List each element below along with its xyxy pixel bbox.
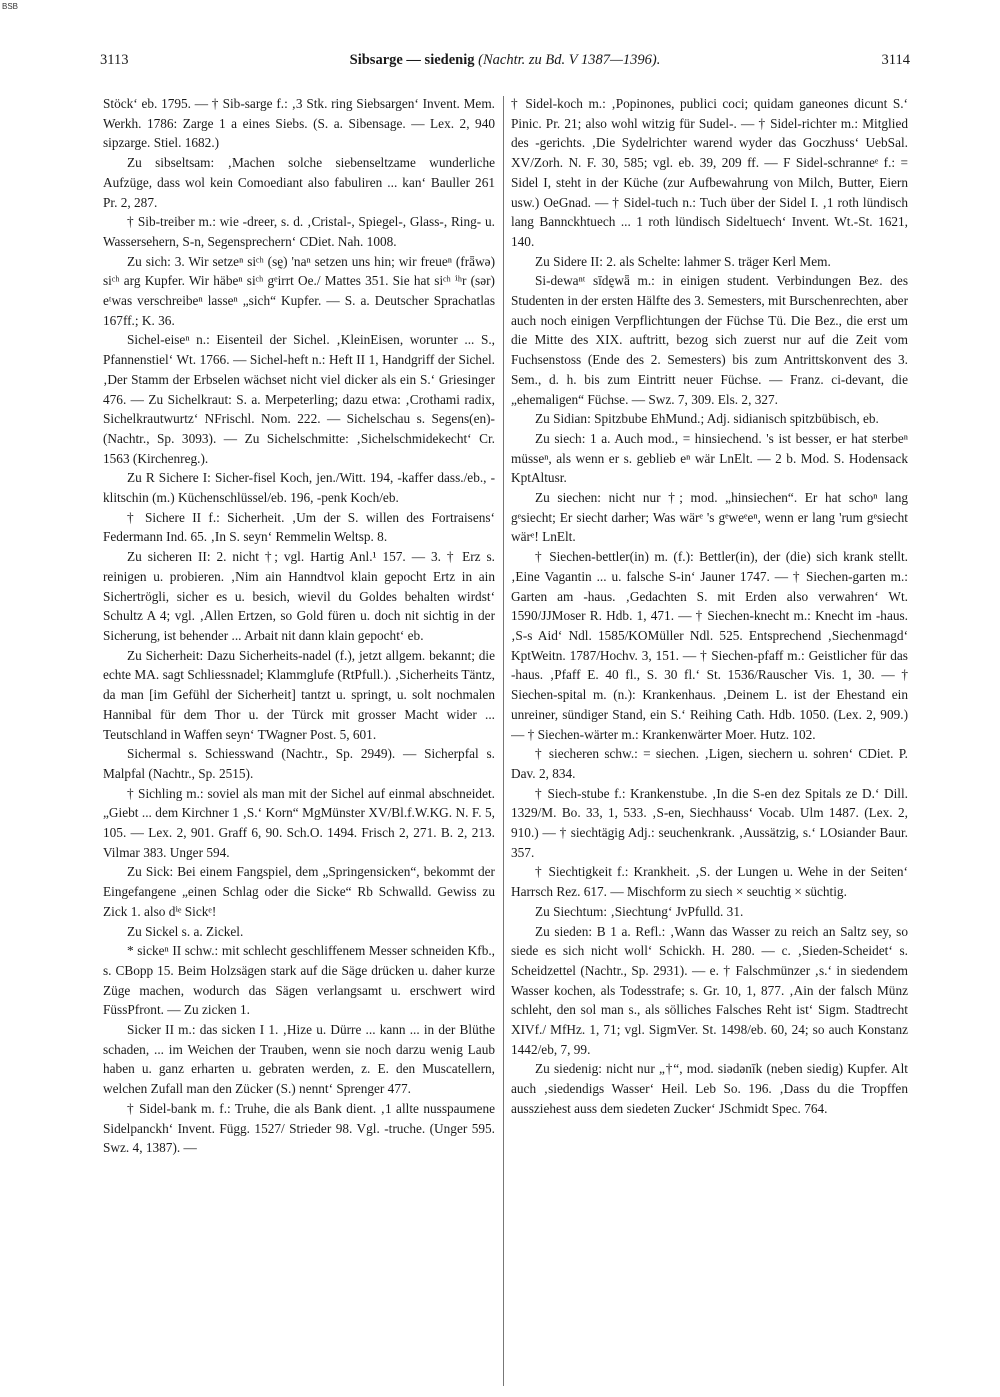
supplement-note: (Nachtr. zu Bd. V 1387—1396). bbox=[478, 52, 661, 68]
dictionary-entry: Sichermal s. Schiesswand (Nachtr., Sp. 2949). — Sicherpfal s. Malpfal (Nachtr., Sp. 2515). bbox=[103, 746, 495, 781]
dictionary-entry: Zu R Sichere I: Sicher-fisel Koch, jen./Witt. 194, -kaffer dass./eb., -klitschin (m.) Küchenschlüssel/eb. 196, -penk Koch/eb. bbox=[103, 470, 495, 506]
dictionary-entry: Zu Sidian: Spitzbube EhMund.; Adj. sidianisch spitzbübisch, eb. bbox=[535, 411, 879, 427]
dictionary-entry: Zu sieden: B 1 a. Refl.: ‚Wann das Wasser zu reich an Saltz sey, so siede es sich nicht woll‘ Schickh. H. 280. — c. ‚Sieden-Scheidet‘ s. Scheidzettel (Nachtr., Sp. 2931). — e. † Falschmünzer ‚s.‘ in siedendem Wasser kochen, als Todesstrafe; s. Gr. 10, 1, 877. ‚Ain der falsch Münz schleht, den sol man s., als sölliches Falsches Reht ist‘ Sigm. Stadtrecht XIVf./ MfHz. 1, 71; vgl. SigmVer. St. 1498/eb. 60, 24; so auch Konstanz 1442/eb, 7, 99. bbox=[511, 923, 908, 1057]
left-column-number: 3113 bbox=[100, 52, 129, 68]
dictionary-entry: Zu Sicherheit: Dazu Sicherheits-nadel (f.), jetzt allgem. bekannt; die echte MA. sagt Schliessnadel; Klammglufe (RtPfull.). ‚Sicherheits Täntz, da man [im Gefühl der Sicherheit] tantzt u. springt, u. solt nochmalen Hannibal für dem Thor u. der Türck mit grosser Macht wider ... Teutschland in Waffen seyn‘ TWagner Post. 5, 601. bbox=[103, 647, 495, 742]
dictionary-entry: † Sichere II f.: Sicherheit. ‚Um der S. willen des Fortraisens‘ Federmann Ind. 65. ‚In S. seyn‘ Remmelin Weltsp. 8. bbox=[103, 509, 495, 545]
dictionary-entry: † Siechtigkeit f.: Krankheit. ‚S. der Lungen u. Wehe in der Seiten‘ Harrsch Rez. 617. — Mischform zu siech × seuchtig × süchtig. bbox=[511, 864, 908, 900]
dictionary-entry: † Sidel-koch m.: ‚Popinones, publici coci; quidam ganeones dicunt S.‘ Pinic. Pr. 21; also wohl witzig für Sudel-. — † Sidel-richter m.: Mitglied des -gerichts. ‚Die Sydelrichter warend wyder das Goczhuss‘ UebSal. XV/Zorh. N. F. 30, 585; vgl. eb. 39, 209 ff. — F Sidel-schranneᵉ f.: = Sidel I, steht in der Küche (zur Aufbewahrung von Milch, Butter, Eiern usw.) OeGnad. — † Sidel-tuch n.: Tuch über der Sidel I. ‚1 roth lündisch lang Bannckhtuech ... 1 roth lündisch Sideltuech‘ Invent. Wt.-St. 1621, 140. bbox=[511, 96, 908, 249]
dictionary-entry: † Siechen-bettler(in) m. (f.): Bettler(in), der (die) sich krank stellt. ‚Eine Vagantin ... u. falsche S-in‘ Jauner 1747. — † Siechen-garten m.: Garten am -haus. ‚Gedachten S. mit Erden also verwahren‘ Wt. 1590/JJMoser R. Hdb. 1, 471. — † Siechen-knecht m.: Knecht im -haus. ‚S-s Aid‘ Ndl. 1585/KOMüller Ndl. 525. Entsprechend ‚Siechenmagd‘ KptWeitn. 1787/Hochv. 3, 151. — † Siechen-pfaff m.: Geistlicher für das -haus. ‚Pfaff E. 40 fl., S. 30 fl.‘ St. 1536/Rauscher Vis. 1, 30. — † Siechen-spital m. (n.): Krankenhaus. ‚Deinem L. ist der Ehestand ein unreiner, sündiger Stand, ein S.‘ Reihing Cath. Hdb. 1050. (Lex. 2, 909.) — † Siechen-wärter m.: Krankenwärter Moer. Hutz. 102. bbox=[511, 549, 908, 742]
right-column bbox=[511, 94, 908, 1390]
dictionary-entry: Stöck‘ eb. 1795. — † Sib-sarge f.: ‚3 Stk. ring Siebsargen‘ Invent. Mem. Werkh. 1786: Zarge 1 a eines Siebs. (S. a. Sibensage. — Lex. 2, 940 sipzarge. Stiel. 1682.) bbox=[103, 96, 495, 151]
dictionary-entry: * sickeⁿ II schw.: mit schlecht geschliffenem Messer schneiden Kfb., s. CBopp 15. Beim Holzsägen stark auf die Säge drücken u. daher kurze Züge machen, wodurch das Sägen verlangsamt u. erschwert wird FüssPfront. — Zu zicken 1. bbox=[103, 943, 495, 1018]
dictionary-entry: Zu Siechtum: ‚Siechtung‘ JvPfulld. 31. bbox=[535, 903, 744, 919]
dictionary-entry: Zu sicheren II: 2. nicht †; vgl. Hartig Anl.¹ 157. — 3. † Erz s. reinigen u. probieren. ‚Nim ain Hanndtvol klain gepocht Ertz in ain Sichertrögli, sicher es u. besich, wievil du Goldes behalten wirdst‘ Schultz A 4; vgl. ‚Allen Ertzen, so Gold füren u. doch nit sichtig in der Sicherung, ist behender ... Arbait nit dann klain gepocht‘ eb. bbox=[103, 549, 495, 643]
dictionary-entry: Sichel-eiseⁿ n.: Eisenteil der Sichel. ‚KleinEisen, worunter ... S., Pfannenstiel‘ Wt. 1766. — Sichel-heft n.: Heft II 1, Handgriff der Sichel. ‚Der Stamm der Erbselen wächset nicht viel dicker als ein S.‘ Griesinger 476. — Zu Sichelkraut: S. a. Merpeterling; dazu etwa: ‚Crothami radix, Sichelkrautwurtz‘ NFrischl. Nom. 222. — Sichelschau s. Segens(en)- (Nachtr., Sp. 3093). — Zu Sichelschmitte: ‚Sichelschmidekecht‘ Cr. 1563 (Kirchenreg.). bbox=[103, 332, 495, 466]
dictionary-entry: † Sib-treiber m.: wie -dreer, s. d. ‚Cristal-, Spiegel-, Glass-, Ring- u. Wassersehern, S-n, Segensprechern‘ CDiet. Nah. 1008. bbox=[103, 214, 495, 249]
dictionary-entry: Zu siech: 1 a. Auch mod., = hinsiechend. 's ist besser, er hat sterbeⁿ müsseⁿ, als wenn er s. geblieb eⁿ wär LnElt. — 2 b. Mod. S. Hodensack KptAltusr. bbox=[511, 430, 908, 486]
dictionary-entry: Zu sibseltsam: ‚Machen solche siebenseltzame wunderliche Aufzüge, dass wol kein Comoediant also fabuliren ... kan‘ Bauller 261 Pr. 2, 287. bbox=[103, 155, 495, 210]
dictionary-entry: Sicker II m.: das sicken I 1. ‚Hize u. Dürre ... kann ... in der Blüthe schaden, ... im Weichen der Trauben, wenn sie noch darzu wenig Laub haben u. ganz erharten u. gebraten werden, z. E. den Muscatellern, welchen Zufall man den Zücker (S.) nennt‘ Sprenger 477. bbox=[103, 1022, 495, 1097]
dictionary-entry: Zu Sickel s. a. Zickel. bbox=[127, 923, 244, 939]
column-divider bbox=[503, 96, 504, 1386]
running-title bbox=[100, 52, 910, 69]
dictionary-entry: † Siech-stube f.: Krankenstube. ‚In die S-en dez Spitals ze D.‘ Dill. 1329/M. Bo. 33, 1, 533. ‚S-en, Siechhauss‘ Vocab. Ulm 1487. (Lex. 2, 910.) — † siechtägig Adj.: seuchenkrank. ‚Aussätzig, s.‘ LOsiander Baur. 357. bbox=[511, 785, 908, 860]
dictionary-entry: Zu Sidere II: 2. als Schelte: lahmer S. träger Kerl Mem. bbox=[535, 253, 831, 269]
library-stamp: BSB bbox=[2, 2, 19, 11]
dictionary-entry: Zu Sick: Bei einem Fangspiel, dem „Springensicken“, bekommt der Eingefangene „einen Schlag oder die Sicke“ Rb Schwalld. Gewiss zu Zick 1. also dⁱᵉ Sickᵉ! bbox=[103, 864, 495, 919]
dictionary-entry: † siecheren schw.: = siechen. ‚Ligen, siechern u. sohren‘ CDiet. P. Dav. 2, 834. bbox=[511, 746, 908, 781]
dictionary-entry: Zu siedenig: nicht nur „†“, mod. siədənīk (neben siedig) Kupfer. Alt auch ‚siedendigs Wasser‘ Heil. Leb So. 196. ‚Dass du die Tropffen aussziehest auss dem siedeten Zucker‘ JSchmidt Spec. 764. bbox=[511, 1061, 908, 1116]
page-header bbox=[100, 52, 910, 72]
left-column bbox=[103, 94, 495, 1390]
lemma-range: Sibsarge — siedenig bbox=[349, 52, 475, 68]
dictionary-entry: † Sidel-bank m. f.: Truhe, die als Bank dient. ‚1 allte nusspaumene Sidelpanckh‘ Invent. Függ. 1527/ Strieder 98. Vgl. -truche. (Unger 595. Swz. 4, 1387). — bbox=[103, 1100, 495, 1156]
dictionary-entry: Si-dewaⁿᵗ sīdḛwǟ m.: in einigen student. Verbindungen Bez. des Studenten in der ersten Hälfte des 3. Semesters, mit Burschenrechten, aber auch noch einigen Verpflichtungen der Füchse Tü. Die Bez., die erst um die Mitte des XIX. auftritt, bezog sich zuerst nur auf die Zeit vom Fuchsenstoss (Ende des 2. Semesters) bis zum Antrittskonvent des 3. Sem., d. h. bis zum Eintritt neuer Füchse. — Franz. ci-devant, die „ehemaligen“ Füchse. — Swz. 7, 309. Els. 2, 327. bbox=[511, 273, 908, 407]
dictionary-entry: Zu siechen: nicht nur †; mod. „hinsiechen“. Er hat schoⁿ lang gᵉsiecht; Er siecht darher; Was wärᵉ 's gᵉweᵉeⁿ, wenn er lang 'rum gᵉsiecht wärᵉ! LnElt. bbox=[511, 490, 908, 545]
dictionary-entry: † Sichling m.: soviel als man mit der Sichel auf einmal abschneidet. „Giebt ... dem Kirchner 1 ‚S.‘ Korn“ MgMünster XV/Bl.f.W.KG. N. F. 5, 105. — Lex. 2, 901. Graff 6, 90. Sch.O. 1494. Frisch 2, 271. B. 2, 213. Vilmar 383. Unger 594. bbox=[103, 785, 495, 860]
dictionary-entry: Zu sich: 3. Wir setzeⁿ siᶜʰ (sḛ) 'naⁿ setzen uns hin; wir freueⁿ (frǟwə) siᶜʰ arg Kupfer. Wir häbeⁿ siᶜʰ gᵉirrt Oe./ Mattes 351. Sie hat siᶜʰ ⁱʰr (sər) eᵗwas verschreibeⁿ lasseⁿ „sich“ Kupfer. — S. a. Deutscher Sprachatlas 167ff.; K. 36. bbox=[103, 253, 495, 328]
right-column-number: 3114 bbox=[881, 52, 910, 68]
